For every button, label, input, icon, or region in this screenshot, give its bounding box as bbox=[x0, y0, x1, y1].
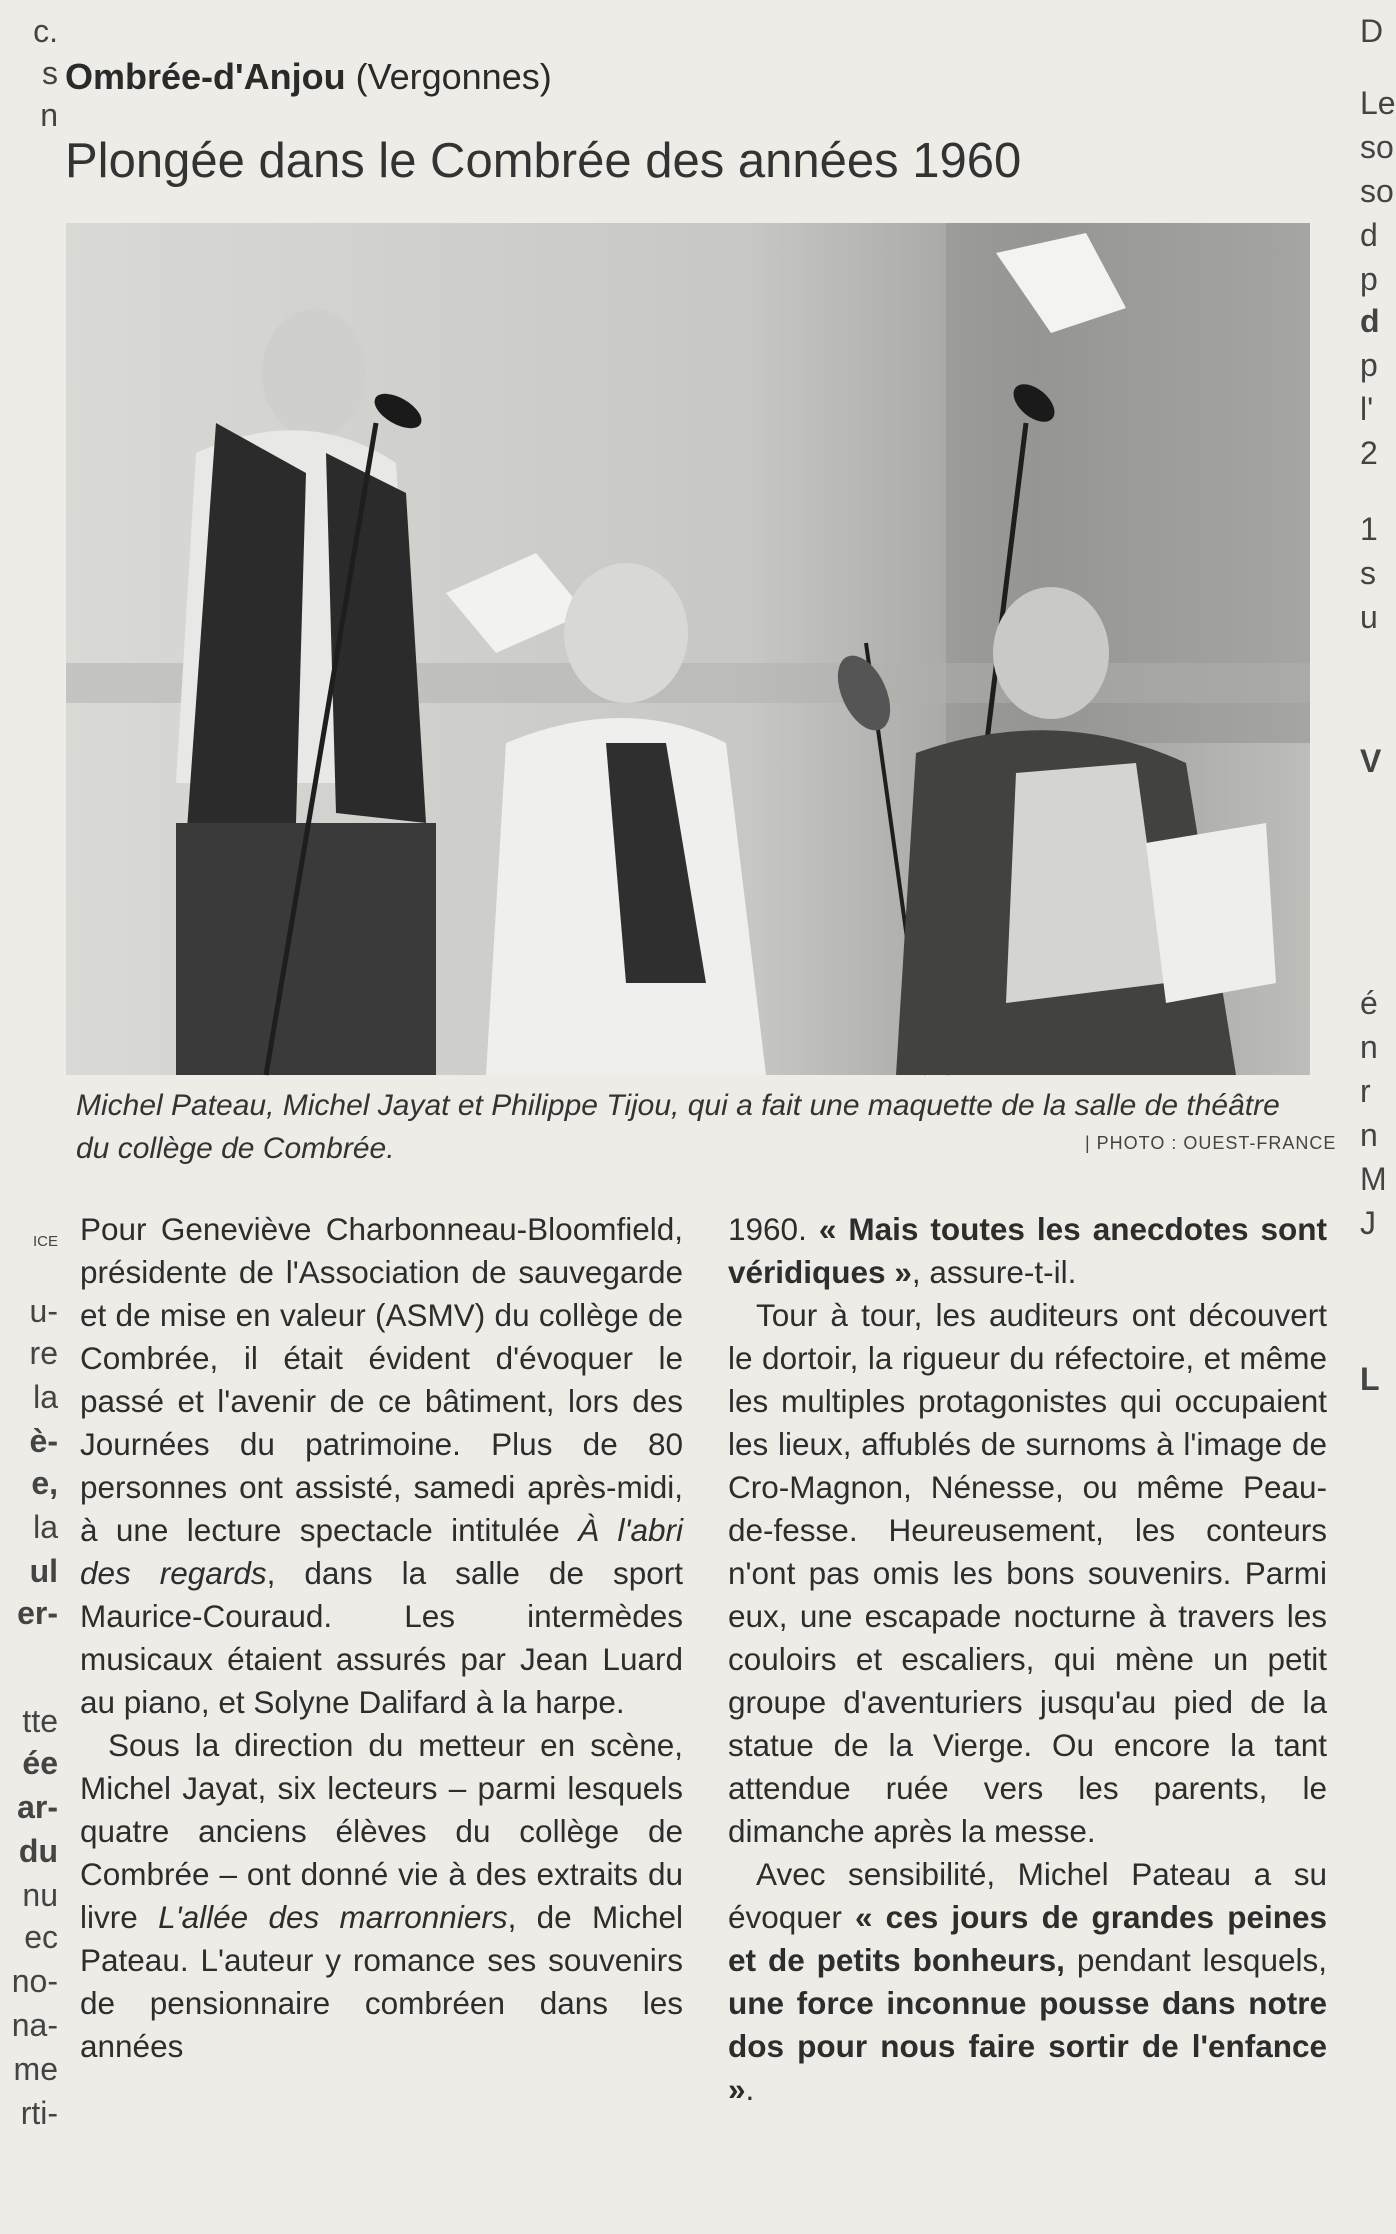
quote: « ces jours de grandes peines et de petits bonheurs, bbox=[728, 1899, 1327, 1978]
edge-right-line: p bbox=[1360, 347, 1378, 383]
edge-right-line: V bbox=[1360, 743, 1382, 779]
paragraph-text: Sous la direction du metteur en scène, Michel Jayat, six lecteurs – parmi lesquels quatre anciens élèves du collège de Combrée – ont donné vie à des extraits du livre bbox=[80, 1727, 683, 1935]
edge-left-line: ICE bbox=[32, 1233, 58, 1250]
article-column-2 bbox=[728, 1208, 1327, 2111]
edge-left-line: è- bbox=[29, 1423, 58, 1459]
paragraph-text: Tour à tour, les auditeurs ont découvert le dortoir, la rigueur du réfectoire, et même les multiples protagonistes qui occupaient les lieux, affublés de surnoms à l'image de Cro-Magnon, Nénesse, ou même Peau-de-fesse. Heureusement, les conteurs n'ont pas omis les bons souvenirs. Parmi eux, une escapade nocturne à travers les couloirs et escaliers, qui mène un petit groupe d'aventuriers jusqu'au pied de la statue de la Vierge. Ou encore la tant attendue ruée vers les parents, le dimanche après la messe. bbox=[728, 1297, 1327, 1849]
show-title: À l'abri des regards bbox=[80, 1512, 683, 1591]
article-location bbox=[65, 56, 552, 98]
edge-right-line: u bbox=[1360, 599, 1378, 635]
edge-left-line: ul bbox=[29, 1553, 58, 1589]
edge-left-line: la bbox=[33, 1379, 58, 1415]
edge-right-line: L bbox=[1360, 1361, 1380, 1397]
adjacent-article-right-edge bbox=[1348, 0, 1396, 2234]
edge-right-line: l' bbox=[1360, 391, 1374, 427]
book-title: L'allée des marronniers bbox=[158, 1899, 508, 1935]
edge-left-line: me bbox=[13, 2051, 58, 2087]
edge-left-line: re bbox=[29, 1335, 58, 1371]
edge-right-line: n bbox=[1360, 1117, 1378, 1153]
edge-left-line: na- bbox=[11, 2007, 58, 2043]
edge-right-line: s bbox=[1360, 555, 1376, 591]
edge-left-line: n bbox=[40, 97, 58, 133]
edge-left-line: c. bbox=[33, 13, 58, 49]
photo-credit: | PHOTO : OUEST-FRANCE bbox=[1085, 1133, 1337, 1153]
article-paragraph bbox=[728, 1853, 1327, 2111]
article-headline: Plongée dans le Combrée des années 1960 bbox=[65, 134, 1022, 188]
paragraph-text: Avec sensibilité, Michel Pateau a su évoquer bbox=[728, 1856, 1327, 1935]
quote: « Mais toutes les anecdotes sont véridiques » bbox=[728, 1211, 1327, 1290]
adjacent-article-left-edge bbox=[0, 0, 58, 2234]
edge-right-line: M bbox=[1360, 1161, 1387, 1197]
edge-left-line: ée bbox=[22, 1745, 58, 1781]
article-paragraph bbox=[80, 1724, 683, 2068]
edge-right-line: p bbox=[1360, 261, 1378, 297]
edge-left-line: tte bbox=[22, 1703, 58, 1739]
article-paragraph bbox=[728, 1208, 1327, 1294]
edge-right-line: D bbox=[1360, 13, 1384, 49]
paragraph-text: 1960. bbox=[728, 1211, 819, 1247]
edge-left-line: nu bbox=[22, 1877, 58, 1913]
article-paragraph bbox=[80, 1208, 683, 1724]
article-column-1 bbox=[80, 1208, 683, 2068]
photo-caption: Michel Pateau, Michel Jayat et Philippe Tijou, qui a fait une maquette de la salle de théâtre du collège de Combrée. bbox=[76, 1089, 1280, 1165]
article-photo bbox=[66, 223, 1310, 1075]
paragraph-text: Pour Geneviève Charbonneau-Bloomfield, présidente de l'Association de sauvegarde et de mise en valeur (ASMV) du collège de Combrée, il était évident d'évoquer le passé et l'avenir de ce bâtiment, lors des Journées du patrimoine. Plus de 80 personnes ont assisté, samedi après-midi, à une lecture spectacle intitulée bbox=[80, 1211, 683, 1548]
paragraph-text: , de Michel Pateau. L'auteur y romance ses souvenirs de pensionnaire combréen dans les années bbox=[80, 1899, 683, 2064]
edge-right-line: 1 bbox=[1360, 511, 1378, 547]
edge-left-line: rti- bbox=[20, 2095, 58, 2131]
edge-right-line: J bbox=[1360, 1205, 1376, 1241]
edge-left-line: ar- bbox=[17, 1789, 58, 1825]
edge-right-line: n bbox=[1360, 1029, 1378, 1065]
edge-left-line: ec bbox=[24, 1919, 58, 1955]
location-sub: (Vergonnes) bbox=[355, 56, 552, 97]
edge-right-line: Le bbox=[1360, 85, 1396, 121]
paragraph-text: , assure-t-il. bbox=[911, 1254, 1077, 1290]
paragraph-text: pendant lesquels, bbox=[1064, 1942, 1327, 1978]
edge-right-line: d bbox=[1360, 217, 1378, 253]
edge-left-line: la bbox=[33, 1509, 58, 1545]
paragraph-text: , dans la salle de sport Maurice-Couraud. Les intermèdes musicaux étaient assurés par Jean Luard au piano, et Solyne Dalifard à la harpe. bbox=[80, 1555, 683, 1720]
edge-right-line: so bbox=[1360, 129, 1394, 165]
paragraph-text: . bbox=[745, 2071, 755, 2107]
edge-left-line: er- bbox=[17, 1595, 58, 1631]
edge-right-line: so bbox=[1360, 173, 1394, 209]
photo-illustration bbox=[66, 223, 1310, 1075]
edge-left-line: s bbox=[42, 55, 58, 91]
edge-right-line: r bbox=[1360, 1073, 1371, 1109]
edge-left-line: no- bbox=[11, 1963, 58, 1999]
article-paragraph bbox=[728, 1294, 1327, 1853]
edge-right-line: é bbox=[1360, 985, 1378, 1021]
edge-right-line: d bbox=[1360, 303, 1380, 339]
edge-right-line: 2 bbox=[1360, 435, 1378, 471]
quote: une force inconnue pousse dans notre dos pour nous faire sortir de l'enfance » bbox=[728, 1985, 1327, 2107]
location-name: Ombrée-d'Anjou bbox=[65, 56, 346, 97]
edge-left-line: u- bbox=[29, 1293, 58, 1329]
edge-left-line: e, bbox=[31, 1465, 58, 1501]
edge-left-line: du bbox=[18, 1833, 58, 1869]
